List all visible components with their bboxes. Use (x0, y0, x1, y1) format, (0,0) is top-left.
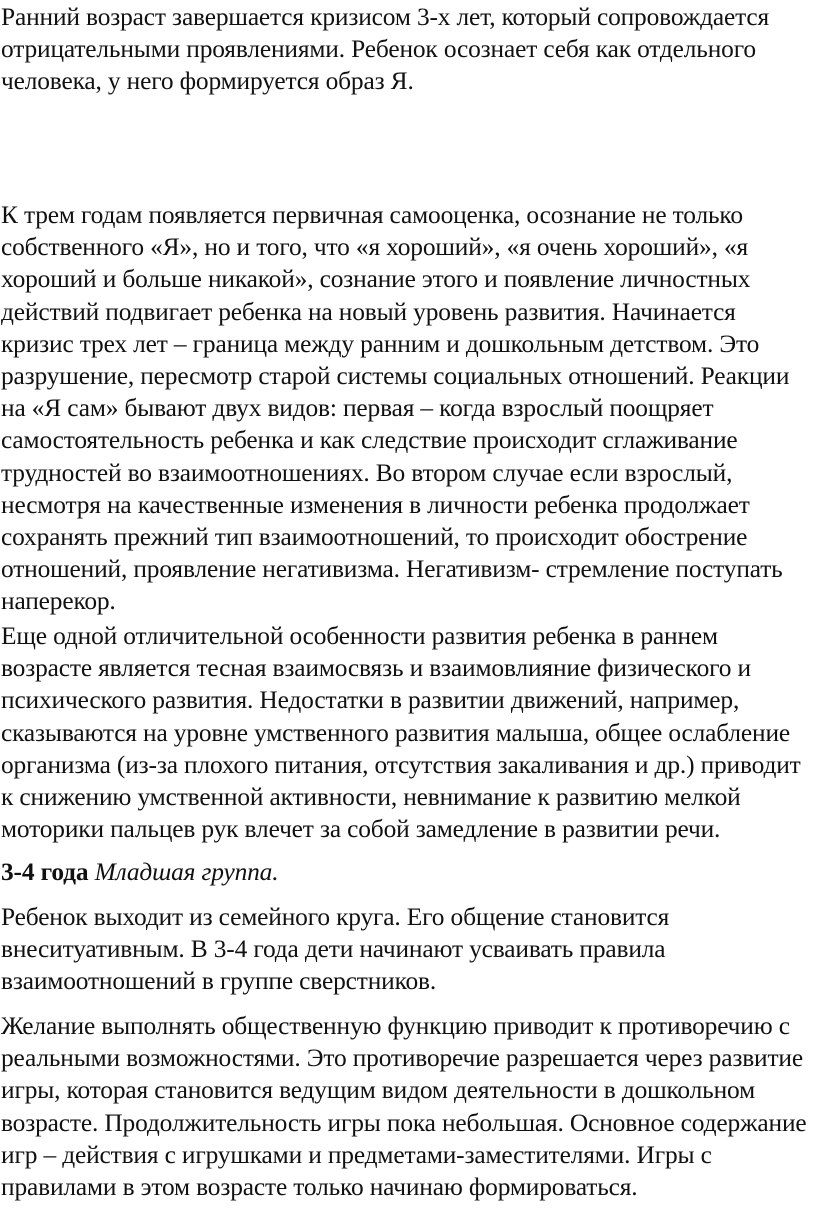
heading-age: 3-4 года (1, 858, 89, 886)
text-line: на «Я сам» бывают двух видов: первая – когда взрослый поощряет (1, 394, 714, 423)
text-line: Желание выполнять общественную функцию приводит к противоречию с (1, 1012, 790, 1040)
text-line: кризис трех лет – граница между ранним и дошкольным детством. Это (1, 329, 760, 358)
text-line: собственного «Я», но и того, что «я хороший», «я очень хороший», «я (1, 233, 749, 262)
text-line: взаимоотношений в группе сверстников. (1, 967, 437, 996)
paragraph-physical-development (1, 620, 801, 845)
text-line: возрасте. Продолжительность игры пока небольшая. Основное содержание (1, 1108, 807, 1137)
text-line: действий подвигает ребенка на новый уровень развития. Начинается (1, 297, 736, 326)
paragraph-self-esteem (1, 199, 789, 617)
text-line: сохранять прежний тип взаимоотношений, то происходит обострение (1, 522, 748, 551)
text-line: несмотря на качественные изменения в личности ребенка продолжает (1, 490, 750, 519)
text-line: Еще одной отличительной особенности развития ребенка в раннем (1, 622, 718, 650)
text-line: реальными возможностями. Это противоречие разрешается через развитие (1, 1044, 803, 1073)
text-line: самостоятельность ребенка и как следствие происходит сглаживание (1, 426, 738, 455)
section-heading (1, 856, 278, 888)
text-line: хороший и больше никакой», сознание этого и появление личностных (1, 265, 751, 294)
text-line: организма (из-за плохого питания, отсутствия закаливания и др.) приводит (1, 750, 801, 779)
text-line: игры, которая становится ведущим видом деятельности в дошкольном (1, 1076, 756, 1105)
text-line: Ребенок выходит из семейного круга. Его общение становится (1, 903, 670, 931)
text-line: отрицательными проявлениями. Ребенок осознает себя как отдельного (1, 35, 756, 64)
heading-line (1, 856, 278, 888)
paragraph-play-activity (1, 1010, 807, 1203)
text-line: внеситуативным. В 3-4 года дети начинают усваивать правила (1, 935, 666, 964)
paragraph-crisis-intro (1, 1, 769, 98)
text-line: наперекор. (1, 587, 116, 616)
text-line: трудностей во взаимоотношениях. Во втором случае если взрослый, (1, 458, 733, 487)
text-line: отношений, проявление негативизма. Негативизм- стремление поступать (1, 555, 783, 584)
paragraph-family-circle (1, 901, 669, 998)
text-line: человека, у него формируется образ Я. (1, 67, 414, 96)
text-line: Ранний возраст завершается кризисом 3-х лет, который сопровождается (1, 3, 770, 31)
text-line: сказываются на уровне умственного развития малыша, общее ослабление (1, 718, 791, 747)
text-line: игр – действия с игрушками и предметами-заместителями. Игры с (1, 1140, 712, 1169)
text-line: возрасте является тесная взаимосвязь и взаимовлияние физического и (1, 654, 751, 683)
text-line: К трем годам появляется первичная самооценка, осознание не только (1, 201, 743, 229)
text-line: правилами в этом возрасте только начинаю формироваться. (1, 1172, 638, 1201)
text-line: моторики пальцев рук влечет за собой замедление в развитии речи. (1, 815, 721, 844)
text-line: психического развития. Недостатки в развитии движений, например, (1, 686, 740, 715)
heading-group: Младшая группа. (94, 858, 279, 886)
text-line: к снижению умственной активности, невнимание к развитию мелкой (1, 782, 741, 811)
text-line: разрушение, пересмотр старой системы социальных отношений. Реакции (1, 361, 790, 390)
